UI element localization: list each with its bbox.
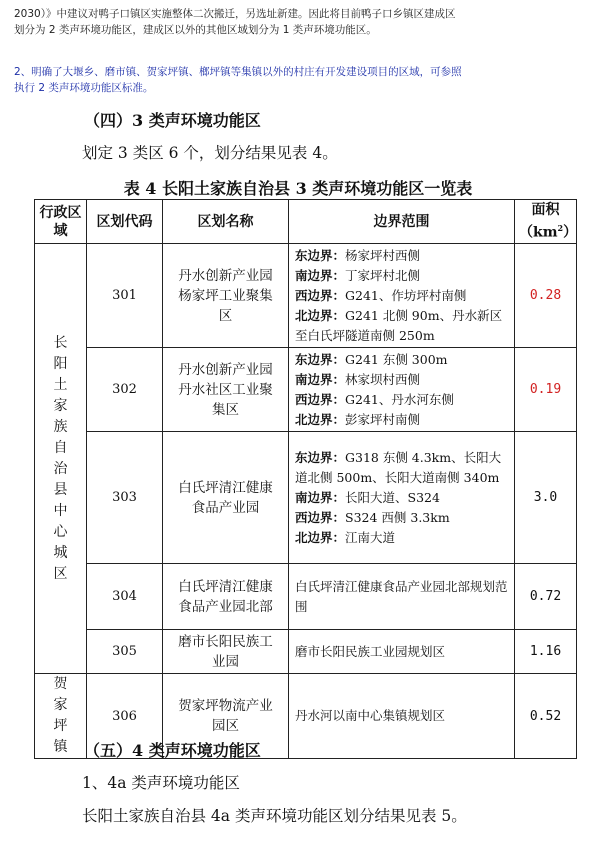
code-cell: 305 [87,630,163,674]
area-cell: 1.16 [515,630,577,674]
note-line-4: 执行 2 类声环境功能区标准。 [14,82,154,94]
header-name: 区划名称 [163,200,289,244]
area-cell: 0.19 [515,348,577,432]
code-cell: 303 [87,432,163,564]
code-cell: 301 [87,244,163,348]
table-row [35,630,577,674]
region-cell-hejiaping: 贺家坪镇 [35,674,87,759]
code-cell: 304 [87,564,163,630]
table-row [35,432,577,564]
region-cell-center: 长阳土家族自治县中心城区 [35,244,87,674]
note-line-1: 2030）》中建议对鸭子口镇区实施整体二次搬迁，另选址新建。因此将目前鸭子口乡镇区建成区 [14,8,456,20]
section-4-text: 划定 3 类区 6 个，划分结果见表 4。 [82,144,338,162]
note-paragraph-2 [14,64,582,96]
section-4-heading: （四）3 类声环境功能区 [84,111,261,130]
section-5-subheading: 1、4a 类声环境功能区 [82,774,240,792]
boundary-cell: 丹水河以南中心集镇规划区 [289,674,515,759]
table-caption: 表 4 长阳土家族自治县 3 类声环境功能区一览表 [123,179,473,198]
boundary-cell: 东边界：杨家坪村西侧 南边界：丁家坪村北侧 西边界：G241、作坊坪村南侧 北边界：G241 北侧 90m、丹水新区至白氏坪隧道南侧 250m [289,244,515,348]
name-cell: 贺家坪物流产业园区 [163,674,289,759]
name-cell: 白氏坪清江健康食品产业园北部 [163,564,289,630]
boundary-cell: 东边界：G241 东侧 300m 南边界：林家坝村西侧 西边界：G241、丹水河东侧 北边界：彭家坪村南侧 [289,348,515,432]
header-region: 行政区域 [35,200,87,244]
section-5-heading: （五）4 类声环境功能区 [84,741,261,760]
boundary-cell: 磨市长阳民族工业园规划区 [289,630,515,674]
table-row [35,244,577,348]
table-row [35,564,577,630]
table-row [35,348,577,432]
name-cell: 白氏坪清江健康食品产业园 [163,432,289,564]
note-line-3: 2、明确了大堰乡、磨市镇、贺家坪镇、榔坪镇等集镇以外的村庄有开发建设项目的区域，可参照 [14,66,462,78]
code-cell: 302 [87,348,163,432]
section-5-text: 长阳土家族自治县 4a 类声环境功能区划分结果见表 5。 [82,807,467,825]
area-cell: 0.72 [515,564,577,630]
boundary-cell: 东边界：G318 东侧 4.3km、长阳大道北侧 500m、长阳大道南侧 340m 南边界：长阳大道、S324 西边界：S324 西侧 3.3km 北边界：江南大道 [289,432,515,564]
area-cell: 0.28 [515,244,577,348]
table-header-row [35,200,577,244]
note-paragraph-1 [14,6,582,38]
note-line-2: 划分为 2 类声环境功能区，建成区以外的其他区域划分为 1 类声环境功能区。 [14,24,377,36]
header-code: 区划代码 [87,200,163,244]
name-cell: 丹水创新产业园丹水社区工业聚集区 [163,348,289,432]
boundary-cell: 白氏坪清江健康食品产业园北部规划范围 [289,564,515,630]
name-cell: 丹水创新产业园杨家坪工业聚集区 [163,244,289,348]
area-cell: 0.52 [515,674,577,759]
name-cell: 磨市长阳民族工业园 [163,630,289,674]
zone-table [34,199,577,759]
header-area: 面积$(km^2)$ [515,200,577,244]
area-cell: 3.0 [515,432,577,564]
header-boundary: 边界范围 [289,200,515,244]
code-cell: 306 [87,674,163,759]
